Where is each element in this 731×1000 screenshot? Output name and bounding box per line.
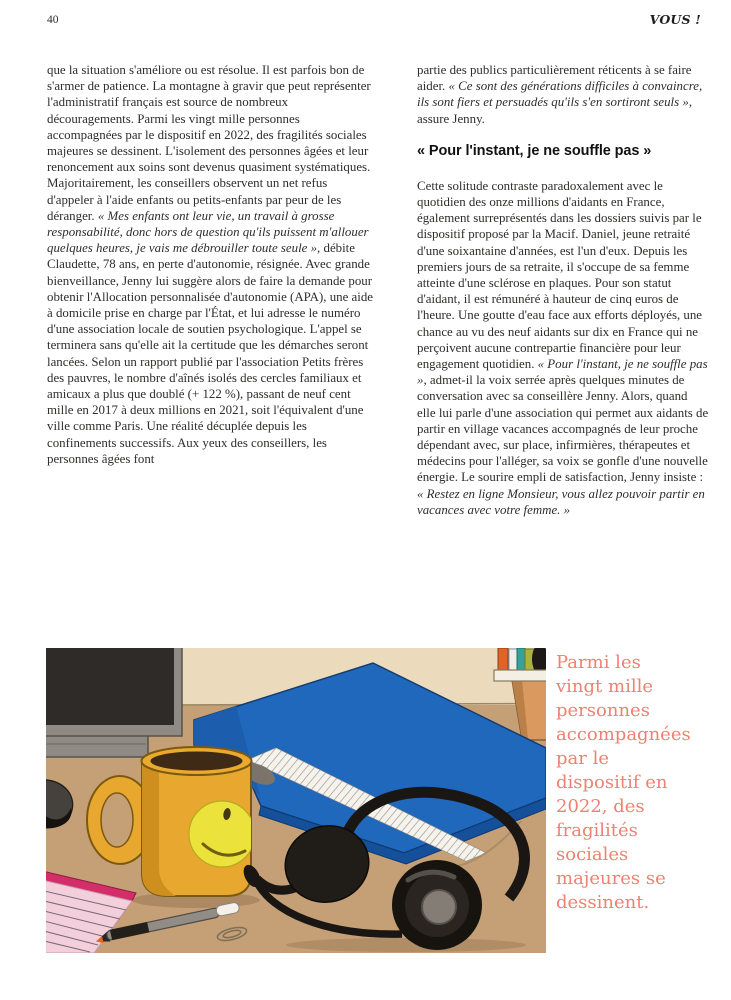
- article-column-right: [417, 62, 709, 518]
- quote-segment: « Ce sont des générations difficiles à convaincre, ils sont fiers et persuadés qu'ils s'en sortiront seuls »: [417, 79, 703, 110]
- quote-segment: « Pour l'instant, je ne souffle pas »: [417, 357, 708, 388]
- page-number: 40: [47, 14, 59, 26]
- magazine-masthead: VOUS !: [649, 12, 701, 27]
- desk-illustration-svg: [46, 648, 546, 953]
- text-segment: , débite Claudette, 78 ans, en perte d'autonomie, résignée. Avec grande bienveillance, Jenny lui suggère alors de faire la demande pour obtenir l'Allocation personnalisée d'autonomie (APA), une aide à domicile prise en charge par l'État, et lui adresse le numéro d'une association locale de soutien psychologique. L'appel se terminera sans qu'elle ait la certitude que les démarches seront lancées. Selon un rapport publié par l'association Petits frères des pauvres, le nombre d'aînés isolés des cercles familiaux et amicaux a plus que doublé (+ 122 %), passant de neuf cent mille en 2017 à deux millions en 2021, soit l'équivalent d'une ville comme Paris. Une réalité décuplée depuis les confinements successifs. Aux yeux des conseillers, les personnes âgées font: [47, 241, 373, 466]
- paragraph: [417, 62, 709, 127]
- section-heading: « Pour l'instant, je ne souffle pas »: [417, 142, 652, 159]
- pull-quote: Parmi les vingt mille personnes accompagnées par le dispositif en 2022, des fragilités sociales majeures se dessinent.: [556, 652, 691, 913]
- text-segment: Cette solitude contraste paradoxalement avec le quotidien des onze millions d'aidants en France, également surreprésentés dans les dossiers suivis par le dispositif proposé par la Macif. Daniel, jeune retraité d'une soixantaine d'années, est l'un d'eux. Depuis les premiers jours de sa retraite, il s'occupe de sa femme atteinte d'une sclérose en plaques. Pour son statut d'aidant, il est rémunéré à hauteur de cinq euros de l'heure. Une goutte d'eau face aux efforts déployés, une chance au vu des neuf aidants sur dix en France qui ne perçoivent aucune contrepartie financière pour leur engagement quotidien.: [417, 178, 703, 372]
- right-ear-cup: [392, 860, 482, 950]
- smiley-face: [189, 801, 255, 867]
- text-segment: que la situation s'améliore ou est résolue. Il est parfois bon de s'armer de patience. La montagne à gravir que peut représenter l'administratif français est source de nombreux découragements. Parmi les vingt mille personnes accompagnées par le dispositif en 2022, des fragilités sociales majeures se dessinent. L'isolement des personnes âgées et leur renoncement aux soins sont devenus quasiment systématiques. Majoritairement, les conseillers observent un net refus d'appeler à l'aide enfants ou petits-enfants par peur de les déranger.: [47, 63, 371, 223]
- paragraph: [417, 178, 709, 518]
- paragraph: [47, 62, 375, 467]
- text-segment: , admet-il la voix serrée après quelques minutes de conversation avec sa conseillère Jenny. Alors, quand elle lui parle d'une association qui permet aux aidants de partir en village vacances accompagnés de leur proche dépendant avec, sur place, infirmières, thérapeutes et médecins pour l'alléger, sa voix se gonfle d'une nouvelle énergie. Le sourire empli de satisfaction, Jenny insiste :: [417, 373, 709, 485]
- quote-segment: « Mes enfants ont leur vie, un travail à grosse responsabilité, donc hors de question qu'ils puissent m'allouer quelques heures, je vais me débrouiller toute seule »: [47, 208, 369, 256]
- article-column-left: [47, 62, 375, 467]
- quote-segment: « Restez en ligne Monsieur, vous allez pouvoir partir en vacances avec votre femme. »: [417, 486, 705, 517]
- coffee: [151, 752, 243, 771]
- desk-illustration: [46, 648, 546, 953]
- text-segment: partie des publics particulièrement réticents à se faire aider.: [417, 63, 692, 94]
- text-segment: , assure Jenny.: [417, 95, 693, 126]
